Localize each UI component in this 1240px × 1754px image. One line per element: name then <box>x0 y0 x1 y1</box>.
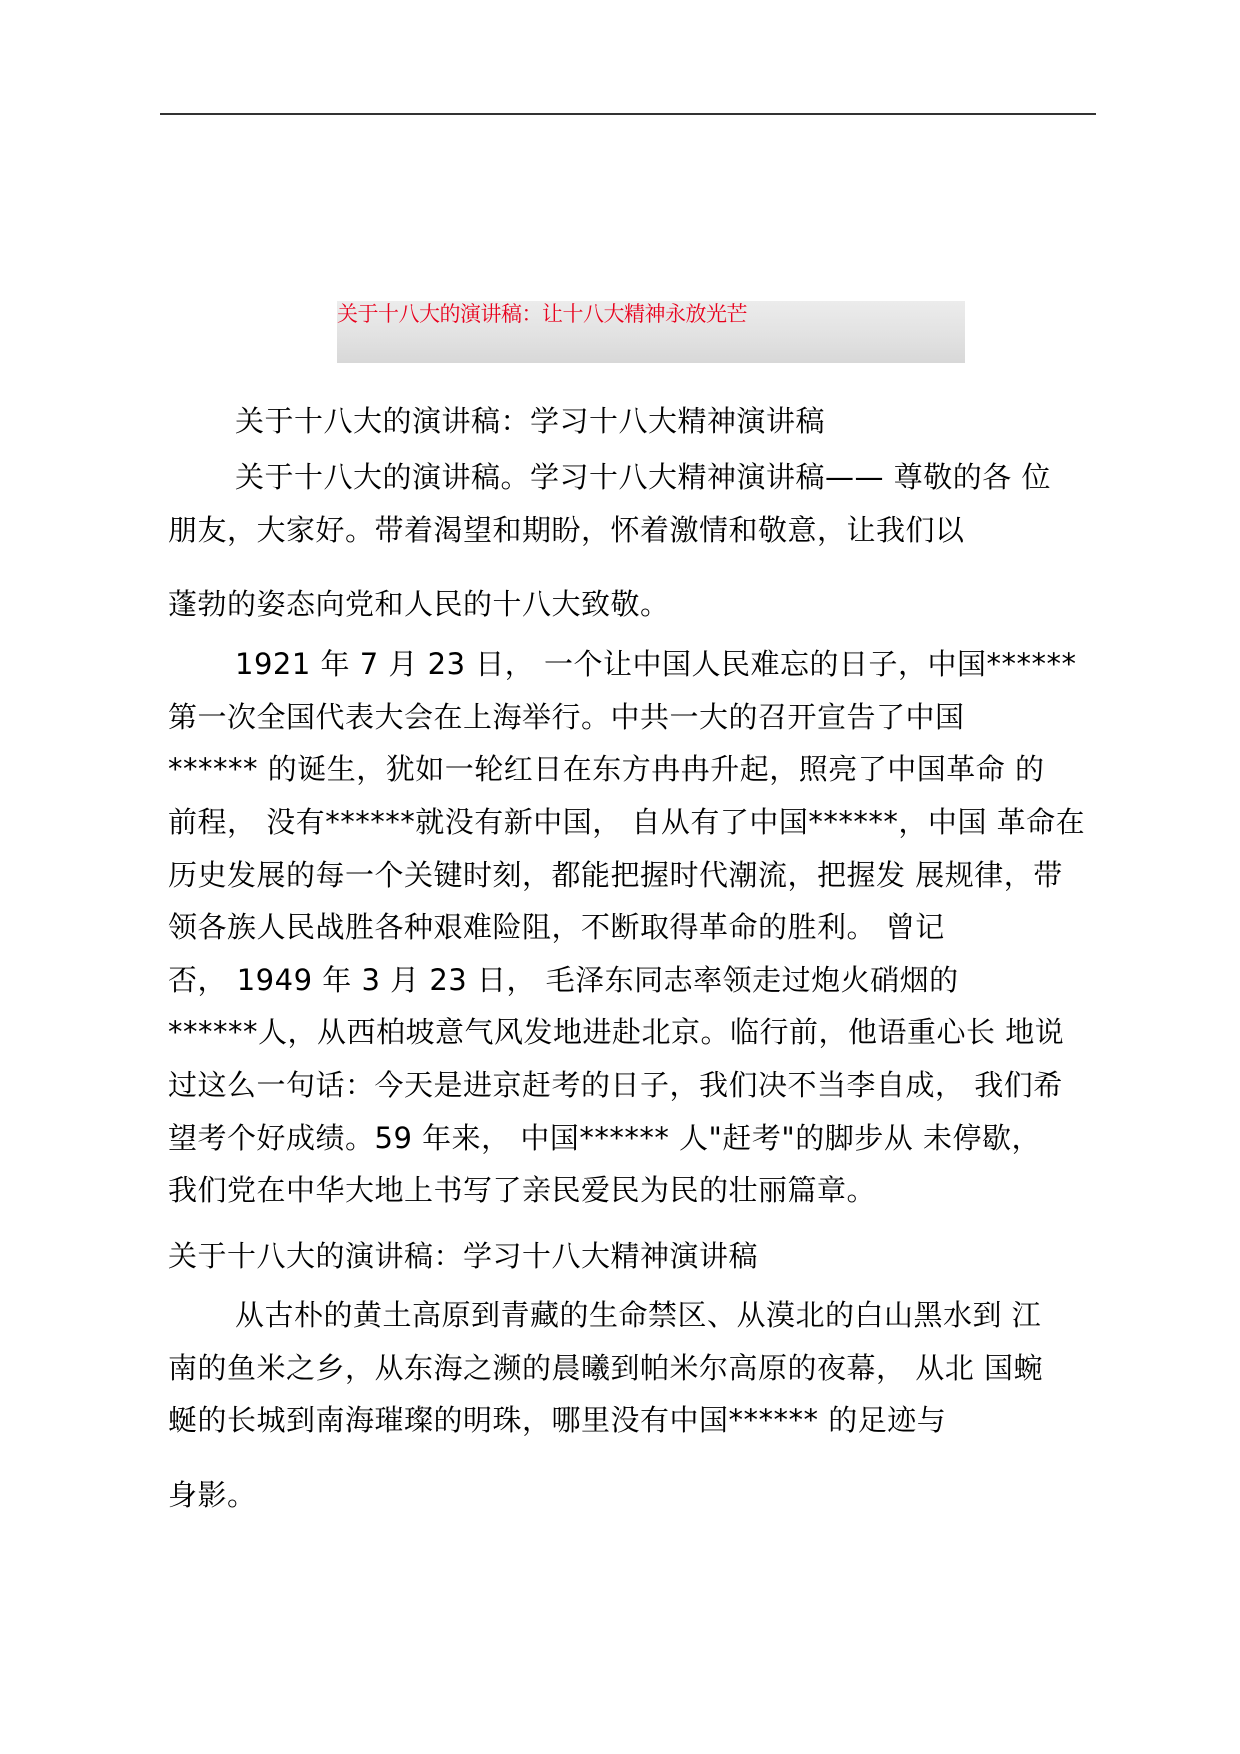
paragraph-line: 前程， 没有******就没有新中国， 自从有了中国******，中国 革命在 <box>168 805 1086 839</box>
paragraph-line: 从古朴的黄土高原到青藏的生命禁区、从漠北的白山黑水到 江 <box>235 1298 1042 1332</box>
paragraph-line: 我们党在中华大地上书写了亲民爱民为民的壮丽篇章。 <box>168 1173 877 1207</box>
paragraph-line: 否， 1949 年 3 月 23 日， 毛泽东同志率领走过炮火硝烟的 <box>168 963 959 997</box>
paragraph-line: 历史发展的每一个关键时刻，都能把握时代潮流，把握发 展规律，带 <box>168 858 1063 892</box>
paragraph-line: 朋友，大家好。带着渴望和期盼，怀着激情和敬意，让我们以 <box>168 513 965 547</box>
paragraph-line: ****** 的诞生，犹如一轮红日在东方冉冉升起，照亮了中国革命 的 <box>168 752 1045 786</box>
paragraph-line: 蓬勃的姿态向党和人民的十八大致敬。 <box>168 587 670 621</box>
document-title: 关于十八大的演讲稿：让十八大精神永放光芒 <box>337 302 747 326</box>
paragraph-line: 过这么一句话：今天是进京赶考的日子，我们决不当李自成， 我们希 <box>168 1068 1063 1102</box>
paragraph-line: 1921 年 7 月 23 日， 一个让中国人民难忘的日子，中国****** <box>235 647 1077 681</box>
paragraph-line: 第一次全国代表大会在上海举行。中共一大的召开宣告了中国 <box>168 700 965 734</box>
paragraph-line: 领各族人民战胜各种艰难险阻，不断取得革命的胜利。 曾记 <box>168 910 945 944</box>
section-heading: 关于十八大的演讲稿：学习十八大精神演讲稿 <box>168 1239 759 1273</box>
paragraph-line: 蜒的长城到南海璀璨的明珠，哪里没有中国****** 的足迹与 <box>168 1403 947 1437</box>
section-heading: 关于十八大的演讲稿：学习十八大精神演讲稿 <box>235 404 826 438</box>
paragraph-line: 望考个好成绩。59 年来， 中国****** 人"赶考"的脚步从 未停歇， <box>168 1121 1041 1155</box>
paragraph-line: 关于十八大的演讲稿。学习十八大精神演讲稿—— 尊敬的各 位 <box>235 460 1051 494</box>
paragraph-line: 身影。 <box>168 1478 257 1512</box>
paragraph-line: ******人，从西柏坡意气风发地进赴北京。临行前，他语重心长 地说 <box>168 1015 1065 1049</box>
paragraph-line: 南的鱼米之乡，从东海之濒的晨曦到帕米尔高原的夜幕， 从北 国蜿 <box>168 1351 1043 1385</box>
